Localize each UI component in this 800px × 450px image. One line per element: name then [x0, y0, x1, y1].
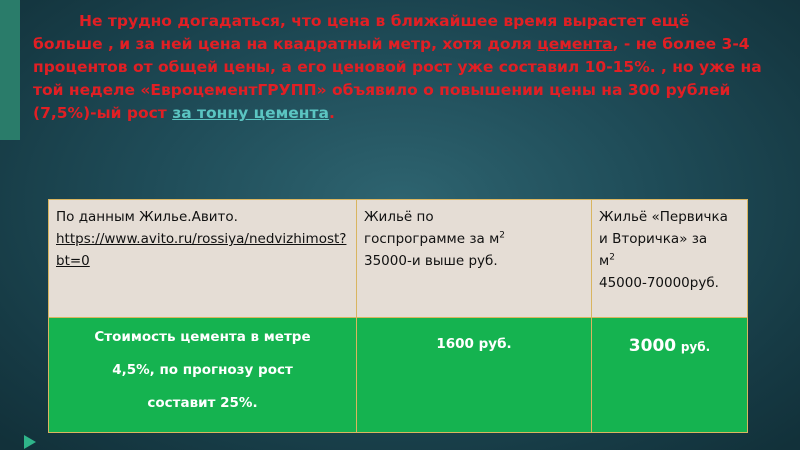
- table-header-row: [49, 200, 748, 318]
- market-unit-line: [599, 250, 740, 272]
- source-url-link[interactable]: https://www.avito.ru/rossiya/nedvizhimost?bt=0: [56, 231, 347, 269]
- intro-text-end: .: [328, 104, 335, 122]
- accent-bar: [0, 0, 20, 140]
- gov-cement-price-cell: [357, 318, 592, 433]
- market-title-line-1: Жильё «Первичка: [599, 209, 728, 225]
- market-housing-cell: [592, 200, 748, 318]
- gov-price: 35000-и выше руб.: [364, 253, 498, 269]
- intro-paragraph: [33, 10, 763, 125]
- gov-title-text: госпрограмме за м: [364, 231, 500, 247]
- market-unit: м: [599, 253, 610, 269]
- cement-cost-cell: [49, 318, 357, 433]
- market-superscript: 2: [609, 252, 615, 263]
- gov-superscript: 2: [499, 230, 505, 241]
- intro-text-middle: , - не более 3-4 процентов от общей цены, а его ценовой рост уже составил 10-15%. , но уже на той неделе «ЕвроцементГРУПП» объявило о повышении цены на 300 рублей (7,5%)-ый рост: [33, 35, 762, 122]
- market-cement-price-cell: [592, 318, 748, 433]
- intro-text-before: Не трудно догадаться, что цена в ближайшее время вырастет ещё больше , и за ней цена на квадратный метр, хотя доля: [33, 12, 690, 53]
- cement-line-2: 4,5%, по прогнозу рост: [112, 362, 293, 378]
- source-label: По данным Жилье.Авито.: [56, 209, 238, 225]
- gov-title-line-1: Жильё по: [364, 209, 434, 225]
- price-table: [48, 199, 748, 433]
- market-title-line-2: и Вторичка» за: [599, 231, 708, 247]
- gov-housing-cell: [357, 200, 592, 318]
- market-cement-price-unit: руб.: [680, 340, 711, 354]
- cement-line-3: составит 25%.: [147, 395, 258, 411]
- gov-cement-price: 1600 руб.: [436, 336, 512, 352]
- table-cement-row: [49, 318, 748, 433]
- gov-title-line-2: [364, 228, 584, 250]
- market-cement-price-number: 3000: [628, 336, 677, 356]
- cement-link[interactable]: цемента: [537, 35, 613, 53]
- market-price: 45000-70000руб.: [599, 275, 719, 291]
- source-cell: [49, 200, 357, 318]
- next-arrow-icon: [24, 435, 36, 449]
- cement-line-1: Стоимость цемента в метре: [94, 329, 311, 345]
- ton-cement-link[interactable]: за тонну цемента: [172, 104, 329, 122]
